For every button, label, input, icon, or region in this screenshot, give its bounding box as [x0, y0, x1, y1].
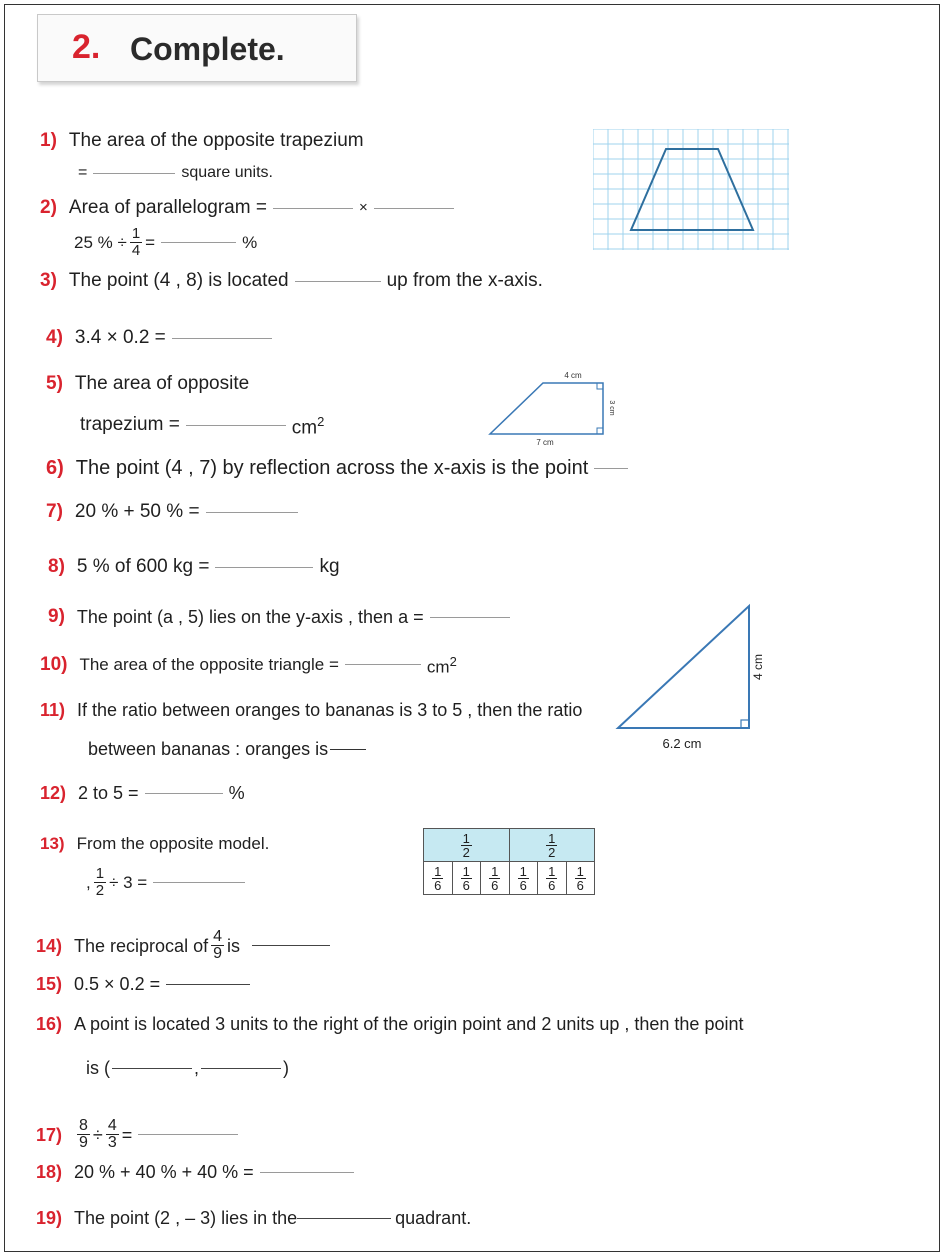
question-number: 7) [46, 501, 63, 522]
fraction: $\frac{4}{9}$ [213, 928, 222, 962]
section-header [37, 14, 357, 82]
answer-blank-x[interactable] [112, 1068, 192, 1069]
question-12 [40, 781, 245, 805]
question-8 [48, 555, 340, 579]
question-5-line-2 [80, 410, 324, 440]
answer-blank[interactable] [594, 468, 628, 469]
divide-sign: ÷ [92, 1124, 103, 1145]
question-text: The reciprocal of [74, 935, 209, 956]
question-19 [36, 1206, 471, 1230]
fraction-model [423, 828, 595, 895]
trapezium-top-label: 4 cm [564, 371, 582, 380]
question-10 [40, 650, 457, 680]
question-13 [40, 832, 269, 856]
question-number: 2) [40, 197, 57, 218]
question-5 [46, 372, 249, 396]
triangle-shape [618, 606, 749, 728]
question-number: 17) [36, 1124, 63, 1145]
question-text: is ( [86, 1058, 110, 1078]
question-2 [40, 196, 460, 220]
right-trapezium-figure [485, 368, 615, 448]
answer-blank[interactable] [273, 208, 353, 209]
question-text: 2 to 5 = [78, 783, 139, 803]
question-number: 4) [46, 327, 63, 348]
answer-blank[interactable] [430, 617, 510, 618]
grid-trapezium-figure [593, 129, 789, 250]
trapezium-shape [490, 383, 603, 434]
question-2-line-2 [74, 226, 257, 259]
question-number: 12) [40, 783, 67, 803]
question-number: 15) [36, 974, 63, 994]
question-number: 8) [48, 556, 65, 577]
trapezium-height-label: 3 cm [608, 400, 615, 416]
sixth-cell: $\frac{1}{6}$ [481, 862, 510, 895]
sixth-cell: $\frac{1}{6}$ [566, 862, 595, 895]
question-text: The point (4 , 8) is located [68, 270, 289, 291]
equals-sign: = [145, 232, 156, 252]
question-text: 3.4 × 0.2 = [74, 327, 166, 348]
percent-sign: % [242, 232, 258, 252]
question-text: Area of parallelogram = [68, 197, 267, 218]
question-13-line-2 [86, 866, 251, 899]
triangle-base-label: 6.2 cm [662, 736, 702, 751]
question-text: between bananas : oranges is [88, 739, 329, 759]
question-11-line-2 [88, 737, 372, 761]
answer-blank[interactable] [252, 945, 330, 946]
question-9 [48, 605, 516, 629]
question-number: 11) [40, 700, 66, 720]
sixth-cell: $\frac{1}{6}$ [424, 862, 453, 895]
question-text: The point (a , 5) lies on the y-axis , then a = [76, 607, 424, 627]
question-number: 18) [36, 1162, 63, 1182]
section-title: Complete. [130, 31, 285, 67]
answer-blank[interactable] [161, 242, 236, 243]
question-number: 1) [40, 130, 57, 151]
times-sign: × [358, 199, 368, 216]
question-text: up from the x-axis. [386, 270, 543, 291]
question-text: 25 % ÷ [74, 232, 127, 252]
answer-blank[interactable] [145, 793, 223, 794]
unit: $cm^2$ [426, 654, 457, 677]
answer-blank[interactable] [260, 1172, 354, 1173]
question-text: 5 % of 600 kg = [76, 556, 210, 577]
answer-blank[interactable] [206, 512, 298, 513]
answer-blank[interactable] [295, 281, 381, 282]
question-number: 16) [36, 1014, 63, 1034]
question-text: 20 % + 50 % = [74, 501, 200, 522]
question-1 [40, 129, 364, 153]
fraction: $\frac{1}{2}$ [95, 865, 105, 899]
question-14 [36, 929, 336, 962]
question-text: 0.5 × 0.2 = [74, 974, 161, 994]
right-triangle-figure [612, 600, 777, 755]
question-number: 19) [36, 1208, 63, 1228]
question-16-line-2 [86, 1056, 289, 1080]
question-text: trapezium = [80, 414, 180, 436]
half-cell: $\frac{1}{2}$ [509, 829, 595, 862]
question-number: 6) [46, 457, 64, 479]
question-text: , [86, 872, 91, 892]
answer-blank-y[interactable] [201, 1068, 281, 1069]
percent-sign: % [228, 783, 245, 803]
question-text: ÷ 3 = [109, 872, 148, 892]
question-1-answer-line [78, 161, 273, 185]
answer-blank[interactable] [166, 984, 250, 985]
question-text: From the opposite model. [76, 834, 270, 853]
answer-blank[interactable] [153, 882, 245, 883]
question-text: If the ratio between oranges to bananas is 3 to 5 , then the ratio [77, 700, 583, 720]
question-6 [46, 456, 634, 480]
question-15 [36, 972, 256, 996]
answer-blank[interactable] [297, 1218, 391, 1219]
answer-blank[interactable] [374, 208, 454, 209]
answer-blank[interactable] [172, 338, 272, 339]
question-text: quadrant. [395, 1208, 472, 1228]
question-number: 9) [48, 606, 65, 627]
fraction: $\frac{4}{3}$ [107, 1117, 117, 1151]
answer-blank[interactable] [93, 173, 175, 174]
question-3 [40, 269, 543, 293]
comma: , [194, 1058, 200, 1078]
sixth-cell: $\frac{1}{6}$ [452, 862, 481, 895]
answer-blank[interactable] [345, 664, 421, 665]
fraction: $\frac{8}{9}$ [79, 1117, 88, 1151]
equals-sign: = [121, 1124, 133, 1145]
question-number: 13) [40, 834, 65, 853]
answer-blank[interactable] [186, 425, 286, 426]
question-text: 20 % + 40 % + 40 % = [74, 1162, 254, 1182]
question-text: A point is located 3 units to the right of the origin point and 2 units up , then the point [74, 1014, 744, 1034]
question-text: The area of the opposite triangle = [79, 654, 339, 674]
question-text: The area of opposite [74, 373, 250, 394]
answer-blank[interactable] [215, 567, 313, 568]
question-16 [36, 1012, 743, 1036]
answer-blank[interactable] [138, 1134, 238, 1135]
question-text: The area of the opposite trapezium [68, 130, 364, 151]
section-number: 2. [72, 28, 101, 66]
unit: $cm^2$ [291, 414, 325, 439]
question-18 [36, 1160, 360, 1184]
triangle-height-label: 4 cm [751, 653, 765, 681]
half-cell: $\frac{1}{2}$ [424, 829, 510, 862]
question-number: 14) [36, 935, 63, 956]
question-number: 10) [40, 653, 68, 675]
question-text: square units. [181, 164, 273, 181]
question-number: 5) [46, 373, 63, 394]
sixth-cell: $\frac{1}{6}$ [538, 862, 567, 895]
equals-sign: = [78, 164, 88, 181]
fraction: $\frac{1}{4}$ [131, 225, 141, 259]
trapezium-bottom-label: 7 cm [536, 438, 554, 447]
question-text: is [226, 935, 240, 956]
question-text: The point (4 , 7) by reflection across the x-axis is the point [75, 457, 589, 479]
question-number: 3) [40, 270, 57, 291]
answer-blank[interactable] [330, 749, 366, 750]
question-17 [36, 1118, 244, 1151]
sixth-cell: $\frac{1}{6}$ [509, 862, 538, 895]
unit: kg [319, 556, 340, 577]
question-7 [46, 500, 304, 524]
question-text: The point (2 , – 3) lies in the [74, 1208, 298, 1228]
question-11 [40, 698, 582, 722]
question-text: ) [283, 1058, 290, 1078]
question-4 [46, 326, 278, 350]
